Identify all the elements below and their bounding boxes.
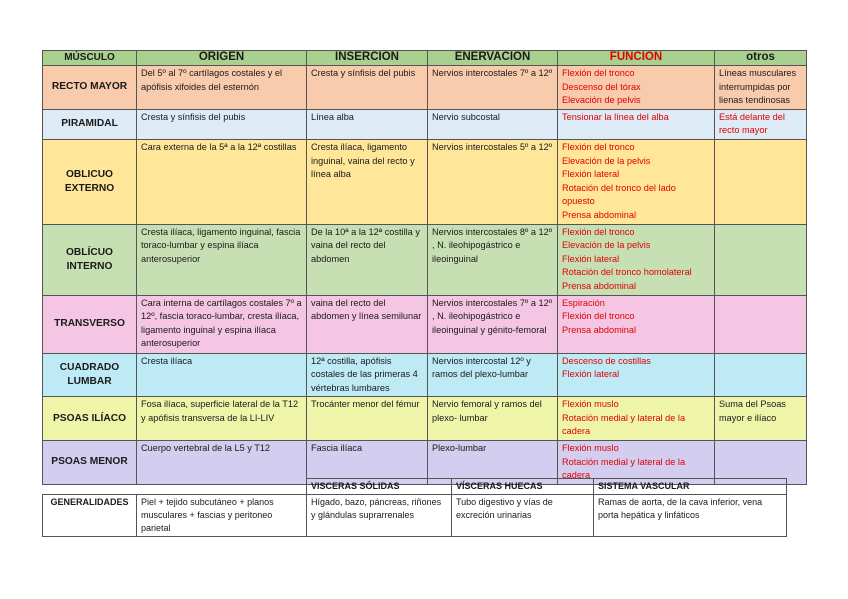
funcion-cell [558, 397, 715, 441]
muscle-row [43, 66, 807, 110]
origen-cell: Cara externa de la 5ª a la 12ª costillas [137, 139, 307, 224]
funcion-item: Flexión muslo [562, 399, 619, 410]
header-origen: ORIGEN [137, 51, 307, 66]
otros-cell [715, 353, 807, 397]
otros-cell: Está delante del recto mayor [715, 109, 807, 139]
funcion-item: Descenso de costillas [562, 355, 651, 366]
funcion-item: Rotación medial y lateral de la cadera [562, 412, 686, 437]
muscle-table [42, 50, 807, 485]
enervacion-cell: Nervios intercostales 7º a 12º , N. ileohipogástrico e ileoinguinal y génito-femoral [428, 295, 558, 353]
insercion-cell: Cresta ilíaca, ligamento inguinal, vaina del recto y línea alba [307, 139, 428, 224]
header-insercion: INSERCIÓN [307, 51, 428, 66]
origen-cell: Del 5º al 7º cartílagos costales y el apófisis xifoides del esternón [137, 66, 307, 110]
funcion-item: Flexión del tronco [562, 226, 635, 237]
funcion-item: Flexión del tronco [562, 311, 635, 322]
insercion-cell: De la 10ª a la 12ª costilla y vaina del recto del abdomen [307, 224, 428, 295]
funcion-item: Flexión del tronco [562, 141, 635, 152]
funcion-item: Rotación del tronco homolateral [562, 267, 692, 278]
muscle-name-cell: TRANSVERSO [43, 295, 137, 353]
funcion-cell [558, 224, 715, 295]
funcion-item: Elevación de pelvis [562, 95, 641, 106]
otros-cell [715, 139, 807, 224]
funcion-cell [558, 295, 715, 353]
otros-cell: Suma del Psoas mayor e ilíaco [715, 397, 807, 441]
origen-cell: Cara interna de cartílagos costales 7º a 12º, fascia toraco-lumbar, cresta ilíaca, ligamento inguinal y espina ilíaca anterosuperior [137, 295, 307, 353]
enervacion-cell: Nervios intercostales 8º a 12º , N. ileohipogástrico e ileoinguinal [428, 224, 558, 295]
enervacion-cell: Nervio femoral y ramos del plexo- lumbar [428, 397, 558, 441]
muscle-name-cell: PSOAS ILÍACO [43, 397, 137, 441]
funcion-item: Espiración [562, 297, 605, 308]
funcion-item: Tensionar la línea del alba [562, 111, 669, 122]
header-enervacion: ENERVACIÓN [428, 51, 558, 66]
muscle-name-cell: OBLÍCUO INTERNO [43, 224, 137, 295]
enervacion-cell: Nervios intercostal 12º y ramos del plexo-lumbar [428, 353, 558, 397]
muscle-row [43, 295, 807, 353]
muscle-table-body [43, 66, 807, 485]
funcion-cell [558, 66, 715, 110]
insercion-cell: Trocánter menor del fémur [307, 397, 428, 441]
visceras-solidas-cell: Hígado, bazo, páncreas, riñones y glándulas suprarrenales [307, 495, 452, 537]
funcion-cell [558, 139, 715, 224]
enervacion-cell: Plexo-lumbar [428, 441, 558, 485]
funcion-item: Elevación de la pelvis [562, 155, 651, 166]
funcion-cell [558, 353, 715, 397]
funcion-item: Elevación de la pelvis [562, 240, 651, 251]
origen-cell: Cuerpo vertebral de la L5 y T12 [137, 441, 307, 485]
muscle-name-cell: RECTO MAYOR [43, 66, 137, 110]
funcion-item: Prensa abdominal [562, 324, 637, 335]
header-visceras-solidas: VISCERAS SÓLIDAS [307, 479, 452, 495]
funcion-cell [558, 109, 715, 139]
otros-cell: Líneas musculares interrumpidas por lienas tendinosas [715, 66, 807, 110]
otros-cell [715, 295, 807, 353]
enervacion-cell: Nervios intercostales 5º a 12º [428, 139, 558, 224]
muscle-row [43, 397, 807, 441]
funcion-item: Flexión lateral [562, 369, 620, 380]
header-otros: otros [715, 51, 807, 66]
header-funcion: FUNCIÓN [558, 51, 715, 66]
funcion-item: Flexión muslo [562, 443, 619, 454]
generalidades-table [42, 478, 787, 537]
visceras-huecas-cell: Tubo digestivo y vías de excreción urinarias [452, 495, 594, 537]
funcion-item: Prensa abdominal [562, 280, 637, 291]
generalidades-header-row [43, 479, 787, 495]
generalidades-label: GENERALIDADES [43, 495, 137, 537]
enervacion-cell: Nervios intercostales 7º a 12º [428, 66, 558, 110]
muscle-row [43, 224, 807, 295]
muscle-row [43, 139, 807, 224]
origen-cell: Cresta ilíaca [137, 353, 307, 397]
muscle-row [43, 109, 807, 139]
insercion-cell: Fascia ilíaca [307, 441, 428, 485]
origen-cell: Cresta y sínfisis del pubis [137, 109, 307, 139]
funcion-item: Flexión del tronco [562, 68, 635, 78]
muscle-row [43, 353, 807, 397]
pared-abdominal-cell: Piel + tejido subcutáneo + planos musculares + fascias y peritoneo parietal [137, 495, 307, 537]
funcion-item: Rotación del tronco del lado opuesto [562, 182, 676, 207]
insercion-cell: Cresta y sínfisis del pubis [307, 66, 428, 110]
insercion-cell: vaina del recto del abdomen y línea semilunar [307, 295, 428, 353]
sistema-vascular-cell: Ramas de aorta, de la cava inferior, vena porta hepática y linfáticos [594, 495, 787, 537]
funcion-item: Descenso del tórax [562, 81, 641, 92]
origen-cell: Fosa ilíaca, superficie lateral de la T12 y apófisis transversa de la LI-LIV [137, 397, 307, 441]
origen-cell: Cresta ilíaca, ligamento inguinal, fascia toraco-lumbar y espina ilíaca anterosuperior [137, 224, 307, 295]
header-sistema-vascular: SISTEMA VASCULAR [594, 479, 787, 495]
generalidades-row [43, 495, 787, 537]
muscle-name-cell: PSOAS MENOR [43, 441, 137, 485]
header-musculo: MÚSCULO [43, 51, 137, 66]
muscle-name-cell: OBLICUO EXTERNO [43, 139, 137, 224]
otros-cell [715, 224, 807, 295]
funcion-item: Rotación medial y lateral de la cadera [562, 456, 686, 481]
muscle-name-cell: PIRAMIDAL [43, 109, 137, 139]
insercion-cell: Línea alba [307, 109, 428, 139]
insercion-cell: 12ª costilla, apófisis costales de las primeras 4 vértebras lumbares [307, 353, 428, 397]
enervacion-cell: Nervio subcostal [428, 109, 558, 139]
muscle-name-cell: CUADRADO LUMBAR [43, 353, 137, 397]
funcion-item: Flexión lateral [562, 253, 620, 264]
funcion-item: Flexión lateral [562, 169, 620, 180]
header-row [43, 51, 807, 66]
header-visceras-huecas: VÍSCERAS HUECAS [452, 479, 594, 495]
funcion-item: Prensa abdominal [562, 209, 637, 220]
